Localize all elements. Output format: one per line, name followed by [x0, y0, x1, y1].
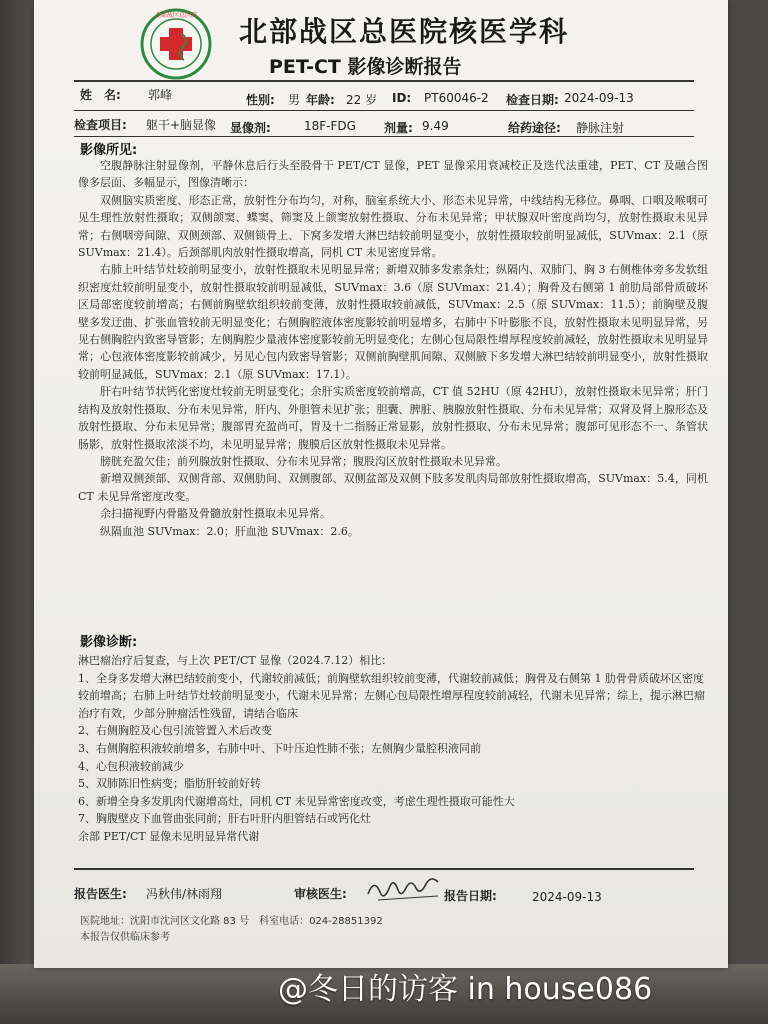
name-label: 姓 名: [80, 88, 121, 102]
diagnosis-item: 余部 PET/CT 显像未见明显异常代谢 [78, 829, 260, 843]
exam-date-label: 检查日期: [506, 93, 559, 107]
patient-sex: 男 [288, 93, 301, 107]
findings-paragraph: 右肺上叶结节灶较前明显变小，放射性摄取未见明显异常；新增双肺多发索条灶；纵隔内、双肺门、胸 3 右侧椎体旁多发软组织密度灶较前明显变小，放射性摄取较前明显减低，SUVmax：3.6（原 SUVmax：21.4）；胸骨及右侧第 1 前肋局部骨质破坏区局部密度较前增高；右侧前胸壁软组织较前变薄，放射性摄取较前减低，SUVmax：2.5（原 SUVmax：11.5）；前胸壁及腹壁多发迂曲、扩张血管较前无明显变化；右侧胸腔液体密度影较前明显增多，右肺中下叶膨胀不良，放射性摄取未见明显异常，另见右侧胸腔内致密导管影；左侧胸腔少量液体密度影较前无明显变化；左侧心包局限性增厚程度较前减轻，放射性摄取未见明显异常；心包液体密度影较前减少，另见心包内致密导管影；双侧前胸壁肌间隙、双侧腋下多发增大淋巴结较前明显变小，放射性摄取较前明显减低，SUVmax：2.1（原 SUVmax：17.1）。 [78, 263, 708, 381]
diagnosis-item: 2、右侧胸腔及心包引流管置入术后改变 [78, 724, 272, 738]
disclaimer-note: 本报告仅供临床参考 [80, 932, 170, 943]
findings-paragraph: 余扫描视野内骨骼及骨髓放射性摄取未见异常。 [100, 507, 331, 521]
exam-item-label: 检查项目: [74, 118, 127, 132]
report-paper [34, 0, 728, 968]
findings-paragraph: 空腹静脉注射显像剂，平静休息后行头至股骨干 PET/CT 显像，PET 显像采用衰减校正及迭代法重建，PET、CT 及融合图像多层面、多幅显示，图像清晰示： [78, 159, 708, 190]
diagnosis-heading: 影像诊断: [80, 635, 138, 650]
findings-paragraph: 纵隔血池 SUVmax：2.0；肝血池 SUVmax：2.6。 [100, 524, 359, 538]
patient-name: 郭峰 [148, 88, 173, 102]
exam-date: 2024-09-13 [564, 91, 634, 105]
reporter-label: 报告医生: [74, 887, 127, 901]
id-label: ID: [392, 91, 412, 105]
report-title: PET-CT 影像诊断报告 [269, 56, 462, 78]
diagnosis-item: 6、新增全身多发肌肉代谢增高灶，同机 CT 未见异常密度改变，考虑生理性摄取可能性大 [78, 794, 515, 808]
footer-divider [74, 868, 694, 870]
patient-age: 22 岁 [346, 93, 378, 107]
diagnosis-item: 5、双肺陈旧性病变；脂肪肝较前好转 [78, 777, 261, 791]
svg-text:北部战区总医院: 北部战区总医院 [154, 12, 198, 19]
route-label: 给药途径: [508, 121, 561, 135]
hospital-address: 医院地址：沈阳市沈河区文化路 83 号 科室电话：024-28851392 [80, 916, 383, 927]
findings-paragraph: 膀胱充盈欠佳；前列腺放射性摄取、分布未见异常；腹股沟区放射性摄取未见异常。 [100, 454, 507, 468]
diagnosis-body [78, 652, 708, 846]
watermark: @冬日的访客 in house086 [278, 972, 653, 1007]
findings-paragraph: 双侧脑实质密度、形态正常，放射性分布均匀，对称，脑室系统大小、形态未见异常，中线结构无移位。鼻咽、口咽及喉咽可见生理性放射性摄取；双侧颌窦、蝶窦、筛窦及上颌窦放射性摄取、分布未见异常；甲状腺双叶密度尚均匀，放射性摄取未见异常；右侧咽旁间隙、双侧颈部、双侧锁骨上、下窝多发增大淋巴结较前明显变小，放射性摄取较前明显减低，SUVmax：2.1（原 SUVmax：21.4）。后颈部肌肉放射性摄取增高，同机 CT 未见密度异常。 [78, 193, 708, 260]
route: 静脉注射 [576, 121, 625, 135]
dose: 9.49 [422, 119, 449, 133]
row-divider [74, 110, 694, 111]
header-divider [74, 80, 694, 82]
diagnosis-item: 7、胸腹壁皮下血管曲张同前；肝右叶肝内胆管结石或钙化灶 [78, 812, 371, 826]
findings-paragraph: 新增双侧颈部、双侧背部、双侧肋间、双侧腹部、双侧盆部及双侧下肢多发肌肉局部放射性摄取增高，SUVmax：5.4，同机 CT 未见异常密度改变。 [78, 472, 708, 503]
age-label: 年龄: [306, 93, 335, 107]
hospital-name: 北部战区总医院核医学科 [239, 15, 570, 48]
diagnosis-item: 4、心包积液较前减少 [78, 759, 184, 773]
reviewer-signature [364, 872, 454, 908]
reviewer-label: 审核医生: [294, 887, 347, 901]
diagnosis-item: 1、全身多发增大淋巴结较前变小，代谢较前减低；前胸壁软组织较前变薄，代谢较前减低；胸骨及右侧第 1 肋骨骨质破坏区密度较前增高；右肺上叶结节灶较前明显变小，代谢未见异常；左侧心包局限性增厚程度较前减轻，代谢未见异常；综上，提示淋巴瘤治疗有效，少部分肿瘤活性残留，请结合临床 [78, 671, 705, 720]
reporter: 冯秋伟/林雨翔 [146, 887, 223, 901]
findings-heading: 影像所见: [80, 143, 138, 158]
diagnosis-intro: 淋巴瘤治疗后复查，与上次 PET/CT 显像（2024.7.12）相比： [78, 654, 393, 667]
agent-label: 显像剂: [230, 121, 271, 135]
diagnosis-item: 3、右侧胸腔积液较前增多，右肺中叶、下叶压迫性肺不张；左侧胸少量腔积液同前 [78, 741, 481, 755]
report-date: 2024-09-13 [532, 890, 602, 904]
hospital-logo [124, 4, 224, 84]
row-divider-2 [74, 136, 694, 137]
findings-paragraph: 肝右叶结节状钙化密度灶较前无明显变化；余肝实质密度较前增高，CT 值 52HU（原 42HU），放射性摄取未见异常；肝门结构及放射性摄取、分布未见异常，肝内、外胆管未见扩张；胆囊、脾脏、胰腺放射性摄取、分布未见异常；双肾及肾上腺形态及放射性摄取、分布未见异常；腹部胃充盈尚可，胃及十二指肠正常显影，放射性摄取、分布未见异常；腹部可见形态不一、条管状肠影，放射性摄取浓淡不均，未见明显异常；腹膜后区放射性摄取未见异常。 [78, 385, 708, 451]
report-date-label: 报告日期: [444, 889, 497, 903]
dose-label: 剂量: [384, 121, 413, 135]
exam-item: 躯干+脑显像 [146, 118, 217, 132]
findings-body [78, 157, 708, 540]
agent: 18F-FDG [304, 119, 356, 133]
patient-id: PT60046-2 [424, 91, 489, 105]
sex-label: 性别: [246, 93, 275, 107]
